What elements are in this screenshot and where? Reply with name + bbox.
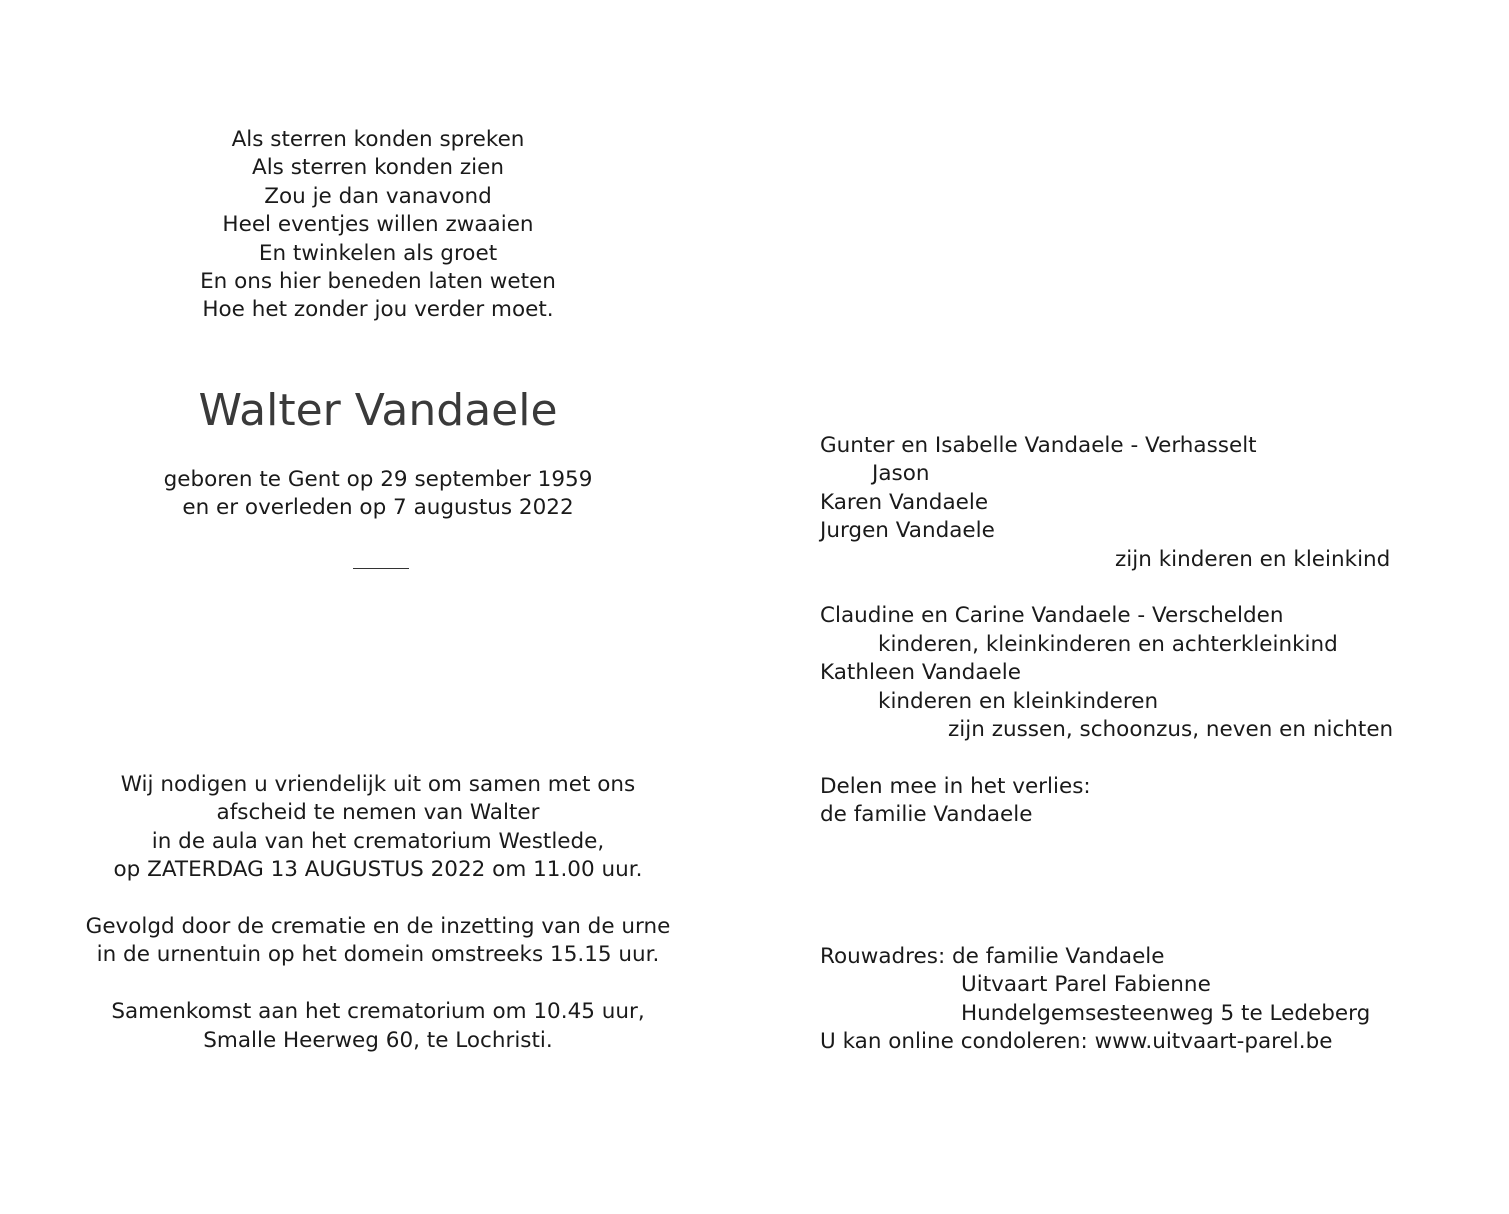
family-member: Karen Vandaele <box>820 489 989 515</box>
address-line: Hundelgemsesteenweg 5 te Ledeberg <box>961 1000 1371 1026</box>
invitation-line: Wij nodigen u vriendelijk uit om samen met ons <box>120 772 636 797</box>
family-member: Jurgen Vandaele <box>820 518 995 544</box>
death-line: en er overleden op 7 augustus 2022 <box>182 495 574 521</box>
deceased-name: Walter Vandaele <box>198 385 558 436</box>
poem-line: Zou je dan vanavond <box>264 183 492 209</box>
spacer <box>820 574 1480 602</box>
condolence-line: U kan online condoleren: www.uitvaart-parel.be <box>820 1029 1333 1055</box>
spacer <box>820 744 1480 772</box>
family-member: Gunter en Isabelle Vandaele - Verhasselt <box>820 433 1257 458</box>
invitation-line: in de aula van het crematorium Westlede, <box>151 828 605 854</box>
family-member: Claudine en Carine Vandaele - Verschelden <box>820 603 1284 629</box>
address-line: Uitvaart Parel Fabienne <box>961 972 1211 998</box>
mourning-address <box>820 943 1480 1057</box>
family-list <box>820 432 1480 829</box>
poem-line: Als sterren konden zien <box>251 155 504 181</box>
poem-line: En twinkelen als groet <box>258 240 498 266</box>
gathering-line: Smalle Heerweg 60, te Lochristi. <box>203 1027 553 1053</box>
family-caption: zijn zussen, schoonzus, neven en nichten <box>948 716 1394 742</box>
birth-line: geboren te Gent op 29 september 1959 <box>163 467 593 492</box>
family-member: kinderen, kleinkinderen en achterkleinkind <box>878 631 1338 657</box>
invitation <box>0 771 756 1055</box>
family-caption: zijn kinderen en kleinkind <box>1115 546 1391 572</box>
poem-line: Hoe het zonder jou verder moet. <box>202 297 554 323</box>
cremation-line: Gevolgd door de crematie en de inzetting van de urne <box>85 914 671 940</box>
spacer <box>0 970 756 998</box>
invitation-line: op ZATERDAG 13 AUGUSTUS 2022 om 11.00 uur. <box>113 857 643 883</box>
gathering-line: Samenkomst aan het crematorium om 10.45 uur, <box>111 999 645 1025</box>
poem-line: Als sterren konden spreken <box>231 127 525 152</box>
poem <box>0 126 756 325</box>
life-dates <box>0 466 756 523</box>
family-member: Jason <box>872 461 930 487</box>
family-member: kinderen en kleinkinderen <box>878 688 1159 714</box>
cremation-line: in de urnentuin op het domein omstreeks 15.15 uur. <box>96 942 660 968</box>
divider <box>353 568 409 569</box>
share-loss-label: Delen mee in het verlies: <box>820 773 1091 799</box>
poem-line: En ons hier beneden laten weten <box>200 269 556 295</box>
spacer <box>0 885 756 913</box>
poem-line: Heel eventjes willen zwaaien <box>222 212 534 238</box>
address-line: Rouwadres: de familie Vandaele <box>820 944 1165 969</box>
family-member: Kathleen Vandaele <box>820 660 1021 686</box>
invitation-line: afscheid te nemen van Walter <box>216 800 540 826</box>
family-member: de familie Vandaele <box>820 802 1033 828</box>
